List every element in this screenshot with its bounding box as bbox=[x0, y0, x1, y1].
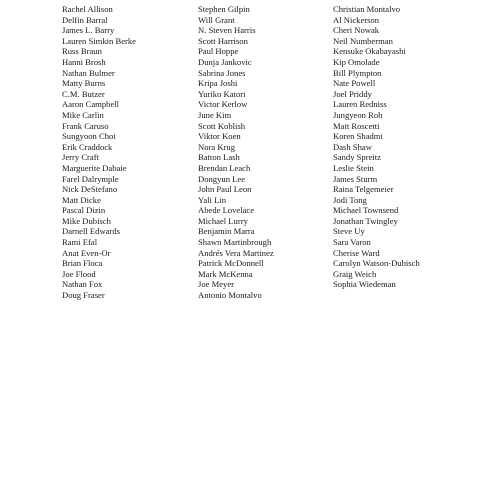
name-entry: Anat Even-Or bbox=[62, 247, 111, 258]
name-entry: Nate Powell bbox=[333, 78, 376, 89]
names-column-2 bbox=[198, 4, 328, 301]
name-entry: Matt Dicke bbox=[62, 194, 101, 205]
name-entry: Will Grant bbox=[198, 14, 235, 25]
name-entry: Dunja Jankovic bbox=[198, 56, 252, 67]
name-entry: Stephen Gilpin bbox=[198, 4, 250, 14]
name-entry: Bill Plympton bbox=[333, 67, 382, 78]
name-entry: Brendan Leach bbox=[198, 162, 251, 173]
name-entry: Jungyeon Roh bbox=[333, 109, 383, 120]
name-entry: Mike Carlin bbox=[62, 109, 104, 120]
name-entry: Pascal Dizin bbox=[62, 205, 106, 216]
name-entry: Nick DeStefano bbox=[62, 184, 118, 195]
name-entry: John Paul Leon bbox=[198, 184, 252, 195]
name-entry: Nathan Fox bbox=[62, 279, 103, 290]
name-entry: Kip Omolade bbox=[333, 56, 380, 67]
name-entry: Shawn Martinbrough bbox=[198, 237, 272, 248]
name-entry: Doug Fraser bbox=[62, 290, 105, 301]
name-entry: Jodi Tong bbox=[333, 194, 367, 205]
names-column-1 bbox=[62, 4, 192, 301]
name-entry: Yuriko Katori bbox=[198, 88, 246, 99]
name-entry: Lauren Simkin Berke bbox=[62, 35, 136, 46]
name-entry: Darnell Edwards bbox=[62, 226, 120, 237]
name-entry: Antonio Montalvo bbox=[198, 290, 262, 301]
name-entry: C.M. Butzer bbox=[62, 88, 105, 99]
name-entry: Russ Braun bbox=[62, 46, 102, 57]
name-entry: Graig Weich bbox=[333, 268, 377, 279]
name-entry: Michael Lurry bbox=[198, 215, 248, 226]
name-entry: Sabrina Jones bbox=[198, 67, 246, 78]
name-entry: Andrés Vera Martinez bbox=[198, 247, 274, 258]
name-entry: Delfin Barral bbox=[62, 14, 108, 25]
name-entry: Matty Burns bbox=[62, 78, 106, 89]
name-entry: Batton Lash bbox=[198, 152, 240, 163]
name-entry: Scott Harrison bbox=[198, 35, 248, 46]
name-entry: Sara Varon bbox=[333, 237, 371, 248]
name-entry: Frank Caruso bbox=[62, 120, 109, 131]
name-entry: Cherise Ward bbox=[333, 247, 380, 258]
name-entry: Viktor Koen bbox=[198, 131, 241, 142]
name-entry: Hanni Brosh bbox=[62, 56, 106, 67]
name-entry: Abede Lovelace bbox=[198, 205, 255, 216]
name-entry: Sophia Wiedeman bbox=[333, 279, 396, 290]
name-entry: Dash Shaw bbox=[333, 141, 372, 152]
name-entry: Cheri Nowak bbox=[333, 25, 380, 36]
name-entry: Brian Floca bbox=[62, 258, 103, 269]
name-entry: Lauren Redniss bbox=[333, 99, 387, 110]
name-entry: Joe Flood bbox=[62, 268, 96, 279]
name-entry: N. Steven Harris bbox=[198, 25, 256, 36]
name-entry: Neil Numberman bbox=[333, 35, 393, 46]
name-entry: Victor Kerlow bbox=[198, 99, 248, 110]
names-column-3 bbox=[333, 4, 498, 290]
name-entry: Dongyun Lee bbox=[198, 173, 246, 184]
name-entry: Kripa Joshi bbox=[198, 78, 238, 89]
name-entry: Jonathan Twingley bbox=[333, 215, 398, 226]
name-entry: Leslie Stein bbox=[333, 162, 374, 173]
name-entry: Farel Dalrymple bbox=[62, 173, 119, 184]
name-entry: Rami Efal bbox=[62, 237, 98, 248]
name-entry: Sandy Spreitz bbox=[333, 152, 381, 163]
name-entry: June Kim bbox=[198, 109, 232, 120]
name-entry: James Sturm bbox=[333, 173, 378, 184]
name-entry: Marguerite Dabaie bbox=[62, 162, 127, 173]
name-entry: Raina Telgemeier bbox=[333, 184, 394, 195]
name-entry: Aaron Campbell bbox=[62, 99, 120, 110]
name-entry: Kensuke Okabayashi bbox=[333, 46, 406, 57]
name-entry: Patrick McDonnell bbox=[198, 258, 264, 269]
name-entry: Joe Meyer bbox=[198, 279, 235, 290]
name-entry: Paul Hoppe bbox=[198, 46, 239, 57]
name-entry: Rachel Allison bbox=[62, 4, 113, 14]
name-entry: Nathan Bulmer bbox=[62, 67, 115, 78]
name-entry: Christian Montalvo bbox=[333, 4, 401, 14]
name-entry: Matt Roscetti bbox=[333, 120, 380, 131]
name-entry: James L. Barry bbox=[62, 25, 115, 36]
name-entry: Carolyn Watson-Dubisch bbox=[333, 258, 420, 269]
name-entry: Steve Uy bbox=[333, 226, 365, 237]
name-entry: Koren Shadmi bbox=[333, 131, 383, 142]
name-entry: Joel Priddy bbox=[333, 88, 372, 99]
name-entry: Jerry Craft bbox=[62, 152, 99, 163]
name-entry: Michael Townsend bbox=[333, 205, 399, 216]
name-entry: Mark McKenna bbox=[198, 268, 253, 279]
name-entry: Yali Lin bbox=[198, 194, 227, 205]
name-entry: Benjamin Marra bbox=[198, 226, 255, 237]
name-entry: Nora Krug bbox=[198, 141, 235, 152]
name-entry: Al Nickerson bbox=[333, 14, 380, 25]
name-entry: Mike Dubisch bbox=[62, 215, 111, 226]
name-entry: Scott Koblish bbox=[198, 120, 246, 131]
name-entry: Sungyoon Choi bbox=[62, 131, 116, 142]
name-entry: Erik Craddock bbox=[62, 141, 113, 152]
